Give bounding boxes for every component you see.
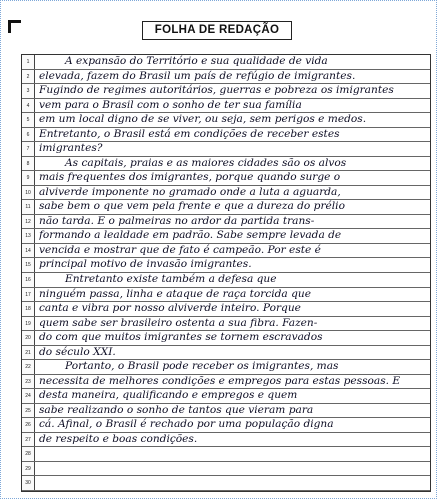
handwritten-text: formando a lealdade em padrão. Sabe sempre levada de <box>39 229 342 242</box>
handwritten-text: necessita de melhores condições e empregos para estas pessoas. E <box>39 374 401 387</box>
page-title: FOLHA DE REDAÇÃO <box>142 21 292 40</box>
essay-sheet <box>21 54 431 492</box>
line-number: 26 <box>25 422 31 429</box>
handwritten-text: Portanto, o Brasil pode receber os imigrantes, mas <box>65 360 339 373</box>
line-number: 19 <box>25 320 31 327</box>
line-number: 7 <box>26 146 30 153</box>
handwritten-text: alviverde imponente no gramado onde a luta a aguarda, <box>39 185 341 198</box>
essay-line <box>22 70 430 85</box>
handwritten-text: Fugindo de regimes autoritários, guerras e pobreza os imigrantes <box>39 84 394 97</box>
essay-line <box>22 171 430 186</box>
handwritten-text: do com que muitos imigrantes se tornem escravados <box>39 331 323 344</box>
handwritten-text: mais frequentes dos imigrantes, porque quando surge o <box>39 171 341 184</box>
handwritten-text: em um local digno de se viver, ou seja, sem perigos e medos. <box>39 113 367 126</box>
handwritten-text: do século XXI. <box>39 345 116 358</box>
line-number: 12 <box>25 218 31 225</box>
essay-line <box>22 462 430 477</box>
line-number: 8 <box>26 160 30 167</box>
essay-line <box>22 258 430 273</box>
handwritten-text: vem para o Brasil com o sonho de ter sua família <box>39 98 302 111</box>
essay-line <box>22 113 430 128</box>
line-number: 30 <box>25 480 31 487</box>
essay-line <box>22 447 430 462</box>
line-number: 29 <box>25 465 31 472</box>
line-number: 16 <box>25 277 31 283</box>
essay-line <box>22 186 430 201</box>
handwritten-text <box>39 447 427 461</box>
handwritten-text: As capitais, praias e as maiores cidades são os alvos <box>65 156 347 169</box>
line-number: 20 <box>25 335 31 342</box>
handwritten-text: cá. Afinal, o Brasil é rechado por uma população digna <box>39 418 334 431</box>
essay-line <box>22 200 430 215</box>
essay-line <box>22 84 430 99</box>
essay-line <box>22 331 430 346</box>
handwritten-text <box>39 476 427 490</box>
essay-line <box>22 99 430 114</box>
handwritten-text: elevada, fazem do Brasil um país de refúgio de imigrantes. <box>39 69 356 82</box>
handwritten-text: canta e vibra por nosso alviverde inteiro. Porque <box>39 302 301 315</box>
line-number: 17 <box>25 291 31 298</box>
essay-line <box>22 302 430 317</box>
essay-line <box>22 360 430 375</box>
line-number: 6 <box>26 131 30 138</box>
essay-line <box>22 229 430 244</box>
essay-line <box>22 389 430 404</box>
handwritten-text: vencida e mostrar que de fato é campeão. Por este é <box>39 243 321 256</box>
line-number: 22 <box>25 364 31 371</box>
essay-line <box>22 244 430 259</box>
line-number: 25 <box>25 407 31 414</box>
essay-line <box>22 273 430 288</box>
essay-line <box>22 418 430 433</box>
line-number: 4 <box>26 102 30 109</box>
line-number: 28 <box>25 451 31 458</box>
essay-line <box>22 476 430 491</box>
essay-line <box>22 346 430 361</box>
handwritten-text: ninguém passa, linha e ataque de raça torcida que <box>39 287 311 300</box>
line-number: 3 <box>26 88 30 95</box>
handwritten-text: quem sabe ser brasileiro ostenta a sua fibra. Fazen- <box>39 316 318 329</box>
line-number: 24 <box>25 393 31 400</box>
line-number: 18 <box>25 306 31 313</box>
essay-line <box>22 157 430 172</box>
essay-line <box>22 288 430 303</box>
line-number: 21 <box>25 349 31 356</box>
essay-line <box>22 128 430 143</box>
handwritten-text: Entretanto existe também a defesa que <box>65 273 277 285</box>
handwritten-text <box>39 462 427 476</box>
essay-line <box>22 375 430 390</box>
line-number: 11 <box>25 204 31 211</box>
line-number: 10 <box>25 189 31 196</box>
essay-line <box>22 317 430 332</box>
essay-line <box>22 433 430 448</box>
essay-line <box>22 215 430 230</box>
essay-line <box>22 142 430 157</box>
handwritten-text: sabe realizando o sonho de tantos que vieram para <box>39 403 314 416</box>
handwritten-text: não tarda. E o palmeiras no ardor da partida trans- <box>39 214 315 227</box>
essay-line <box>22 55 430 70</box>
handwritten-text: sabe bem o que vem pela frente e que a dureza do prélio <box>39 200 345 213</box>
line-number: 9 <box>26 175 30 182</box>
line-number: 23 <box>25 378 31 385</box>
handwritten-text: A expansão do Território e sua qualidade de vida <box>65 55 328 67</box>
handwritten-text: desta maneira, qualificando e empregos e quem <box>39 389 298 402</box>
line-number: 15 <box>25 262 31 269</box>
line-number: 2 <box>26 73 30 80</box>
handwritten-text: de respeito e boas condições. <box>39 432 198 445</box>
line-number: 13 <box>25 233 31 240</box>
handwritten-text: Entretanto, o Brasil está em condições de receber estes <box>39 127 340 140</box>
handwritten-text: principal motivo de invasão imigrantes. <box>39 258 252 271</box>
line-number: 27 <box>25 436 31 443</box>
line-number: 1 <box>26 59 30 65</box>
line-number: 5 <box>26 117 30 124</box>
handwritten-text: imigrantes? <box>39 142 103 155</box>
corner-alignment-mark <box>8 20 21 33</box>
essay-line <box>22 404 430 419</box>
line-number: 14 <box>25 247 31 254</box>
